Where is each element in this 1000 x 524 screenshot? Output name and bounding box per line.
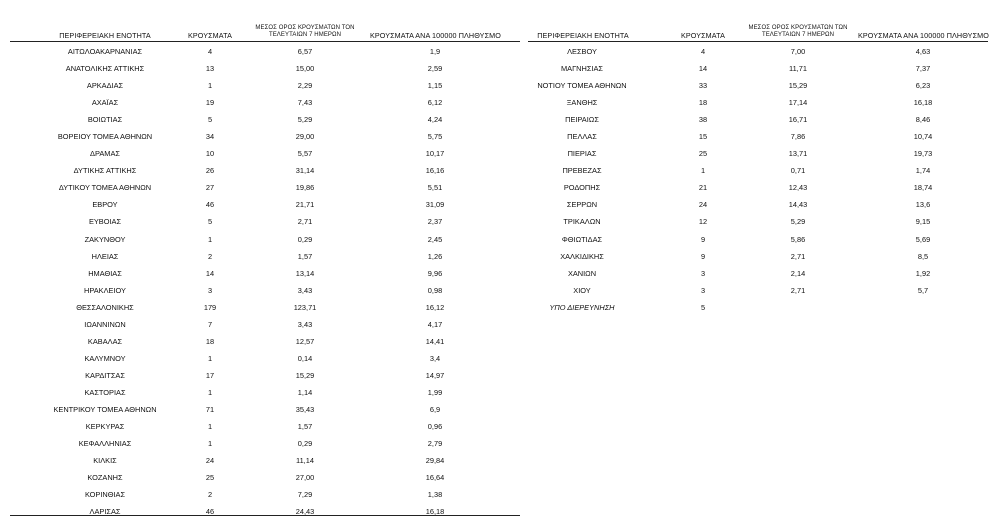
table-row xyxy=(10,468,520,485)
per100k-cell: 9,15 xyxy=(915,217,931,227)
unit-cell: ΚΕΡΚΥΡΑΣ xyxy=(85,422,125,432)
avg7-cell: 24,43 xyxy=(295,507,315,517)
avg7-cell: 0,71 xyxy=(790,166,806,176)
avg7-cell: 1,57 xyxy=(297,422,313,432)
unit-cell: ΜΑΓΝΗΣΙΑΣ xyxy=(561,64,603,74)
cases-cell: 1 xyxy=(700,166,706,176)
table-row xyxy=(10,212,520,229)
per100k-cell: 2,37 xyxy=(427,217,443,227)
avg7-cell: 7,29 xyxy=(297,490,313,500)
cases-cell: 26 xyxy=(205,166,215,176)
unit-cell: ΠΙΕΡΙΑΣ xyxy=(567,149,597,159)
cases-cell: 19 xyxy=(205,98,215,108)
avg7-cell: 21,71 xyxy=(295,200,315,210)
avg7-cell: 7,00 xyxy=(790,47,806,56)
cases-cell: 18 xyxy=(698,98,708,108)
table-row xyxy=(528,59,988,76)
cases-cell: 18 xyxy=(205,336,215,346)
unit-cell: ΒΟΙΩΤΙΑΣ xyxy=(87,115,123,125)
table-row xyxy=(528,110,988,127)
per100k-cell: 8,5 xyxy=(917,251,929,261)
avg7-cell: 123,71 xyxy=(293,302,317,312)
table-row xyxy=(10,485,520,502)
unit-cell: ΤΡΙΚΑΛΩΝ xyxy=(563,217,601,227)
per100k-cell: 5,75 xyxy=(427,132,443,142)
unit-cell: ΕΥΒΟΙΑΣ xyxy=(88,217,122,227)
cases-cell: 46 xyxy=(205,507,215,517)
avg7-cell: 0,29 xyxy=(297,234,313,244)
table-row xyxy=(10,127,520,144)
per100k-cell: 3,4 xyxy=(429,353,441,363)
unit-cell: ΧΙΟΥ xyxy=(573,285,591,295)
per100k-cell: 10,74 xyxy=(913,132,933,142)
unit-cell: ΠΕΙΡΑΙΩΣ xyxy=(565,115,599,125)
avg7-cell: 5,86 xyxy=(790,234,806,244)
cases-cell: 9 xyxy=(700,251,706,261)
avg7-cell: 15,29 xyxy=(295,370,315,380)
table-row xyxy=(528,161,988,178)
avg7-cell: 2,71 xyxy=(297,217,313,227)
avg7-cell: 6,57 xyxy=(297,47,313,56)
table-row xyxy=(10,110,520,127)
table-row xyxy=(528,264,988,281)
per100k-cell: 9,96 xyxy=(427,268,443,278)
table-row xyxy=(528,212,988,229)
unit-cell: ΑΡΚΑΔΙΑΣ xyxy=(86,81,124,91)
per100k-cell: 13,6 xyxy=(915,200,931,210)
cases-cell: 5 xyxy=(700,302,706,312)
cases-cell: 27 xyxy=(205,183,215,193)
table-row xyxy=(10,281,520,298)
avg7-cell: 16,71 xyxy=(788,115,808,125)
per100k-cell: 8,46 xyxy=(915,115,931,125)
per100k-cell: 4,24 xyxy=(427,115,443,125)
table-row xyxy=(10,366,520,383)
cases-cell: 38 xyxy=(698,115,708,125)
cases-cell: 9 xyxy=(700,234,706,244)
table-row xyxy=(528,298,988,315)
avg7-cell: 19,86 xyxy=(295,183,315,193)
per100k-cell: 6,9 xyxy=(429,404,441,414)
cases-cell: 13 xyxy=(205,64,215,74)
cases-cell: 10 xyxy=(205,149,215,159)
per100k-cell: 6,23 xyxy=(915,81,931,91)
table-row xyxy=(528,247,988,264)
cases-cell: 25 xyxy=(205,473,215,483)
table-row xyxy=(10,247,520,264)
unit-cell: ΚΟΖΑΝΗΣ xyxy=(87,473,123,483)
per100k-cell: 18,74 xyxy=(913,183,933,193)
cases-cell: 1 xyxy=(207,439,213,449)
per100k-cell: 6,12 xyxy=(427,98,443,108)
table-row xyxy=(528,76,988,93)
table-row xyxy=(528,144,988,161)
header-unit: ΠΕΡΙΦΕΡΕΙΑΚΗ ΕΝΟΤΗΤΑ xyxy=(59,31,151,40)
per100k-cell: 1,9 xyxy=(429,47,441,56)
cases-cell: 4 xyxy=(207,47,213,56)
cases-cell: 14 xyxy=(698,64,708,74)
unit-cell: ΒΟΡΕΙΟΥ ΤΟΜΕΑ ΑΘΗΝΩΝ xyxy=(57,132,153,142)
unit-cell: ΚΑΣΤΟΡΙΑΣ xyxy=(84,387,126,397)
avg7-cell: 2,14 xyxy=(790,268,806,278)
per100k-cell: 5,51 xyxy=(427,183,443,193)
unit-cell: ΑΧΑΪΑΣ xyxy=(91,98,119,108)
left-table-header xyxy=(10,22,520,42)
avg7-cell: 2,71 xyxy=(790,251,806,261)
per100k-cell: 5,69 xyxy=(915,234,931,244)
table-row xyxy=(10,59,520,76)
cases-cell: 2 xyxy=(207,251,213,261)
unit-cell: ΗΡΑΚΛΕΙΟΥ xyxy=(84,285,126,295)
avg7-cell: 1,14 xyxy=(297,387,313,397)
avg7-cell: 1,57 xyxy=(297,251,313,261)
unit-cell: ΚΙΛΚΙΣ xyxy=(93,456,117,466)
cases-cell: 7 xyxy=(207,319,213,329)
avg7-cell: 7,43 xyxy=(297,98,313,108)
table-row xyxy=(10,451,520,468)
table-row xyxy=(10,93,520,110)
left-table-body xyxy=(10,42,520,519)
right-table xyxy=(528,22,988,315)
avg7-cell: 11,71 xyxy=(789,64,807,74)
table-row xyxy=(10,230,520,247)
avg7-cell: 3,43 xyxy=(297,319,313,329)
header-per100k: ΚΡΟΥΣΜΑΤΑ ΑΝΑ 100000 ΠΛΗΘΥΣΜΟ xyxy=(370,31,501,40)
unit-cell: ΘΕΣΣΑΛΟΝΙΚΗΣ xyxy=(76,302,134,312)
header-unit: ΠΕΡΙΦΕΡΕΙΑΚΗ ΕΝΟΤΗΤΑ xyxy=(537,31,629,40)
unit-cell: ΑΙΤΩΛΟΑΚΑΡΝΑΝΙΑΣ xyxy=(67,47,143,56)
avg7-cell: 5,57 xyxy=(297,149,313,159)
per100k-cell: 0,98 xyxy=(427,285,443,295)
bottom-rule xyxy=(10,515,520,516)
per100k-cell: 1,74 xyxy=(915,166,931,176)
cases-cell: 1 xyxy=(207,353,213,363)
cases-cell: 2 xyxy=(207,490,213,500)
per100k-cell: 16,18 xyxy=(913,98,933,108)
table-row xyxy=(10,76,520,93)
header-per100k: ΚΡΟΥΣΜΑΤΑ ΑΝΑ 100000 ΠΛΗΘΥΣΜΟ xyxy=(858,31,989,40)
right-table-body xyxy=(528,42,988,315)
avg7-cell: 3,43 xyxy=(297,285,313,295)
per100k-cell: 2,45 xyxy=(427,234,443,244)
unit-cell: ΥΠΟ ΔΙΕΡΕΥΝΗΣΗ xyxy=(549,302,615,312)
unit-cell: ΕΒΡΟΥ xyxy=(92,200,118,210)
unit-cell: ΣΕΡΡΩΝ xyxy=(566,200,598,210)
header-cases: ΚΡΟΥΣΜΑΤΑ xyxy=(681,31,725,40)
per100k-cell: 4,17 xyxy=(427,319,443,329)
header-avg7: ΜΕΣΟΣ ΟΡΟΣ ΚΡΟΥΣΜΑΤΩΝ ΤΟΝ ΤΕΛΕΥΤΑΙΩΝ 7 ΗΜΕΡΩΝ xyxy=(255,25,355,38)
cases-cell: 179 xyxy=(203,302,217,312)
avg7-cell: 31,14 xyxy=(295,166,315,176)
unit-cell: ΚΟΡΙΝΘΙΑΣ xyxy=(84,490,126,500)
table-row xyxy=(528,178,988,195)
avg7-cell: 2,71 xyxy=(790,285,806,295)
per100k-cell: 14,41 xyxy=(425,336,445,346)
avg7-cell: 35,43 xyxy=(295,404,315,414)
per100k-cell: 2,59 xyxy=(427,64,443,74)
cases-cell: 14 xyxy=(205,268,215,278)
cases-cell: 1 xyxy=(207,422,213,432)
per100k-cell: 10,17 xyxy=(425,149,445,159)
unit-cell: ΞΑΝΘΗΣ xyxy=(566,98,598,108)
cases-cell: 17 xyxy=(205,370,215,380)
avg7-cell: 17,14 xyxy=(788,98,808,108)
table-row xyxy=(10,144,520,161)
table-row xyxy=(10,195,520,212)
cases-cell: 3 xyxy=(700,285,706,295)
per100k-cell: 1,38 xyxy=(427,490,443,500)
avg7-cell: 13,71 xyxy=(788,149,808,159)
table-row xyxy=(10,264,520,281)
cases-cell: 34 xyxy=(205,132,215,142)
unit-cell: ΛΕΣΒΟΥ xyxy=(567,47,597,56)
unit-cell: ΡΟΔΟΠΗΣ xyxy=(563,183,601,193)
unit-cell: ΚΕΝΤΡΙΚΟΥ ΤΟΜΕΑ ΑΘΗΝΩΝ xyxy=(53,404,157,414)
header-avg7: ΜΕΣΟΣ ΟΡΟΣ ΚΡΟΥΣΜΑΤΩΝ ΤΩΝ ΤΕΛΕΥΤΑΙΩΝ 7 ΗΜΕΡΩΝ xyxy=(748,25,848,38)
cases-cell: 21 xyxy=(698,183,708,193)
per100k-cell: 1,15 xyxy=(427,81,443,91)
per100k-cell: 16,64 xyxy=(425,473,445,483)
per100k-cell: 5,7 xyxy=(917,285,929,295)
cases-cell: 15 xyxy=(698,132,708,142)
cases-cell: 24 xyxy=(205,456,215,466)
cases-cell: 1 xyxy=(207,234,213,244)
unit-cell: ΔΥΤΙΚΟΥ ΤΟΜΕΑ ΑΘΗΝΩΝ xyxy=(58,183,152,193)
per100k-cell: 16,16 xyxy=(425,166,445,176)
table-row xyxy=(10,400,520,417)
unit-cell: ΖΑΚΥΝΘΟΥ xyxy=(84,234,126,244)
per100k-cell: 16,18 xyxy=(425,507,445,517)
unit-cell: ΗΜΑΘΙΑΣ xyxy=(88,268,122,278)
per100k-cell: 31,09 xyxy=(425,200,445,210)
per100k-cell: 14,97 xyxy=(425,370,445,380)
header-cases: ΚΡΟΥΣΜΑΤΑ xyxy=(188,31,232,40)
table-row xyxy=(528,281,988,298)
avg7-cell: 5,29 xyxy=(790,217,806,227)
avg7-cell: 0,29 xyxy=(297,439,313,449)
per100k-cell: 7,37 xyxy=(915,64,931,74)
per100k-cell: 16,12 xyxy=(425,302,445,312)
avg7-cell: 29,00 xyxy=(295,132,315,142)
unit-cell: ΧΑΛΚΙΔΙΚΗΣ xyxy=(560,251,604,261)
avg7-cell: 13,14 xyxy=(295,268,315,278)
cases-cell: 1 xyxy=(207,387,213,397)
unit-cell: ΚΑΒΑΛΑΣ xyxy=(87,336,123,346)
table-row xyxy=(10,417,520,434)
avg7-cell: 12,43 xyxy=(788,183,808,193)
table-row xyxy=(528,93,988,110)
avg7-cell: 11,14 xyxy=(296,456,314,466)
unit-cell: ΗΛΕΙΑΣ xyxy=(91,251,119,261)
table-row xyxy=(10,315,520,332)
table-row xyxy=(10,298,520,315)
table-row xyxy=(10,42,520,59)
per100k-cell: 2,79 xyxy=(427,439,443,449)
unit-cell: ΔΡΑΜΑΣ xyxy=(90,149,120,159)
avg7-cell: 27,00 xyxy=(295,473,315,483)
unit-cell: ΛΑΡΙΣΑΣ xyxy=(89,507,121,517)
avg7-cell: 5,29 xyxy=(297,115,313,125)
cases-cell: 1 xyxy=(207,81,213,91)
table-row xyxy=(528,230,988,247)
per100k-cell: 19,73 xyxy=(913,149,933,159)
cases-cell: 46 xyxy=(205,200,215,210)
cases-cell: 5 xyxy=(207,217,213,227)
per100k-cell: 1,26 xyxy=(427,251,443,261)
cases-cell: 12 xyxy=(698,217,708,227)
unit-cell: ΝΟΤΙΟΥ ΤΟΜΕΑ ΑΘΗΝΩΝ xyxy=(537,81,627,91)
table-row xyxy=(10,332,520,349)
avg7-cell: 15,29 xyxy=(788,81,808,91)
avg7-cell: 15,00 xyxy=(295,64,315,74)
table-row xyxy=(10,383,520,400)
unit-cell: ΧΑΝΙΩΝ xyxy=(567,268,597,278)
per100k-cell: 4,63 xyxy=(915,47,931,56)
unit-cell: ΠΕΛΛΑΣ xyxy=(567,132,597,142)
table-row xyxy=(528,127,988,144)
per100k-cell: 0,96 xyxy=(427,422,443,432)
cases-cell: 24 xyxy=(698,200,708,210)
unit-cell: ΚΑΛΥΜΝΟΥ xyxy=(84,353,126,363)
table-row xyxy=(10,178,520,195)
unit-cell: ΚΕΦΑΛΛΗΝΙΑΣ xyxy=(78,439,132,449)
table-row xyxy=(10,502,520,519)
table-row xyxy=(10,161,520,178)
cases-cell: 5 xyxy=(207,115,213,125)
avg7-cell: 14,43 xyxy=(788,200,808,210)
cases-cell: 3 xyxy=(207,285,213,295)
table-row xyxy=(528,42,988,59)
right-table-header xyxy=(528,22,988,42)
avg7-cell: 12,57 xyxy=(295,336,315,346)
unit-cell: ΙΩΑΝΝΙΝΩΝ xyxy=(84,319,126,329)
avg7-cell: 2,29 xyxy=(297,81,313,91)
table-row xyxy=(528,195,988,212)
cases-cell: 71 xyxy=(205,404,215,414)
unit-cell: ΑΝΑΤΟΛΙΚΗΣ ΑΤΤΙΚΗΣ xyxy=(65,64,145,74)
avg7-cell: 7,86 xyxy=(790,132,806,142)
unit-cell: ΠΡΕΒΕΖΑΣ xyxy=(562,166,602,176)
unit-cell: ΚΑΡΔΙΤΣΑΣ xyxy=(85,370,125,380)
left-table xyxy=(10,22,520,519)
cases-cell: 33 xyxy=(698,81,708,91)
per100k-cell: 1,99 xyxy=(427,387,443,397)
cases-cell: 25 xyxy=(698,149,708,159)
per100k-cell: 29,84 xyxy=(425,456,445,466)
unit-cell: ΔΥΤΙΚΗΣ ΑΤΤΙΚΗΣ xyxy=(73,166,137,176)
unit-cell: ΦΘΙΩΤΙΔΑΣ xyxy=(561,234,603,244)
table-row xyxy=(10,434,520,451)
cases-cell: 3 xyxy=(700,268,706,278)
cases-cell: 4 xyxy=(700,47,706,56)
per100k-cell: 1,92 xyxy=(915,268,931,278)
table-row xyxy=(10,349,520,366)
avg7-cell: 0,14 xyxy=(297,353,313,363)
